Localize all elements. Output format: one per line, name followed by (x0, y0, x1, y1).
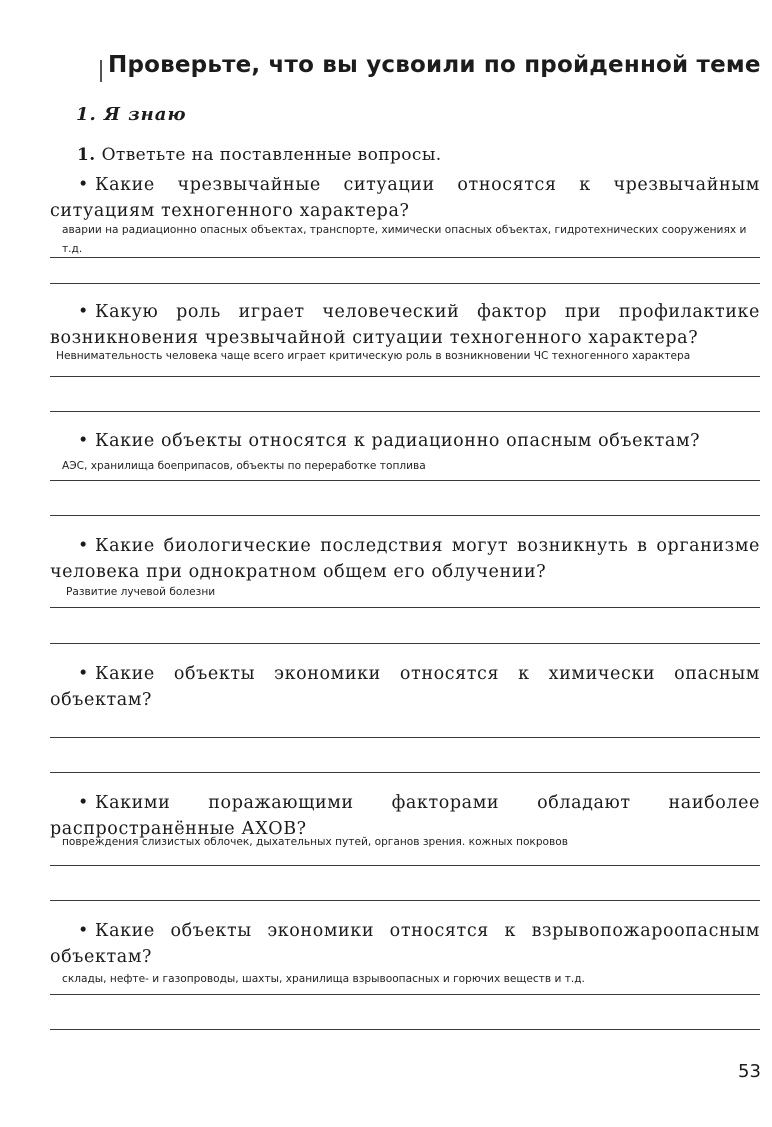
answer-line (50, 865, 760, 866)
question-text: Какие биологические последствия могут возникнуть в организме человека при однократном общем его облучении? (50, 536, 760, 582)
bullet-icon: • (78, 302, 89, 322)
section-heading: 1. Я знаю (76, 104, 187, 125)
bullet-icon: • (78, 793, 89, 813)
question-1 (50, 172, 760, 224)
answer-line (50, 515, 760, 516)
answer-line (50, 900, 760, 901)
bullet-icon: • (78, 664, 89, 684)
bullet-icon: • (78, 175, 89, 195)
answer-line (50, 283, 760, 284)
answer-6[interactable]: повреждения слизистых облочек, дыхательных путей, органов зрения. кожных покровов (62, 836, 568, 848)
answer-3[interactable]: АЭС, хранилища боеприпасов, объекты по переработке топлива (62, 460, 426, 472)
question-text: Какие объекты экономики относятся к химически опасным объектам? (50, 664, 760, 710)
answer-line (50, 737, 760, 738)
question-text: Какую роль играет человеческий фактор при профилактике возникновения чрезвычайной ситуации техногенного характера? (50, 302, 760, 348)
page-heading: Проверьте, что вы усвоили по пройденной теме (108, 52, 761, 78)
bullet-icon: • (78, 921, 89, 941)
bullet-icon: • (78, 536, 89, 556)
answer-7[interactable]: склады, нефте- и газопроводы, шахты, хранилища взрывоопасных и горючих веществ и т.д. (62, 973, 585, 985)
question-text: Какие чрезвычайные ситуации относятся к чрезвычайным ситуациям техногенного характера? (50, 175, 760, 221)
answer-line (50, 607, 760, 608)
question-7 (50, 918, 760, 970)
bullet-icon: • (78, 431, 89, 451)
answer-4[interactable]: Развитие лучевой болезни (66, 586, 216, 598)
task-instruction (77, 145, 442, 165)
answer-line (50, 1029, 760, 1030)
answer-line (50, 411, 760, 412)
answer-line (50, 772, 760, 773)
question-2 (50, 299, 760, 351)
answer-line (50, 643, 760, 644)
task-text: Ответьте на поставленные вопросы. (101, 145, 442, 165)
answer-line (50, 376, 760, 377)
question-text: Какие объекты относятся к радиационно опасным объектам? (94, 431, 701, 451)
answer-line (50, 257, 760, 258)
page-number: 53 (738, 1061, 761, 1082)
task-number: 1. (77, 145, 96, 165)
heading-marker (100, 60, 102, 82)
answer-line (50, 994, 760, 995)
answer-1[interactable]: аварии на радиационно опасных объектах, транспорте, химически опасных объектах, гидротехнических сооружениях и т.д. (62, 224, 747, 255)
question-text: Какие объекты экономики относятся к взрывопожароопасным объектам? (50, 921, 760, 967)
question-4 (50, 533, 760, 585)
question-5 (50, 661, 760, 713)
question-text: Какими поражающими факторами обладают наиболее распространённые АХОВ? (50, 793, 760, 839)
answer-line (50, 480, 760, 481)
question-3 (50, 428, 760, 454)
answer-2[interactable]: Невнимательность человека чаще всего играет критическую роль в возникновении ЧС техногенного характера (56, 350, 691, 362)
